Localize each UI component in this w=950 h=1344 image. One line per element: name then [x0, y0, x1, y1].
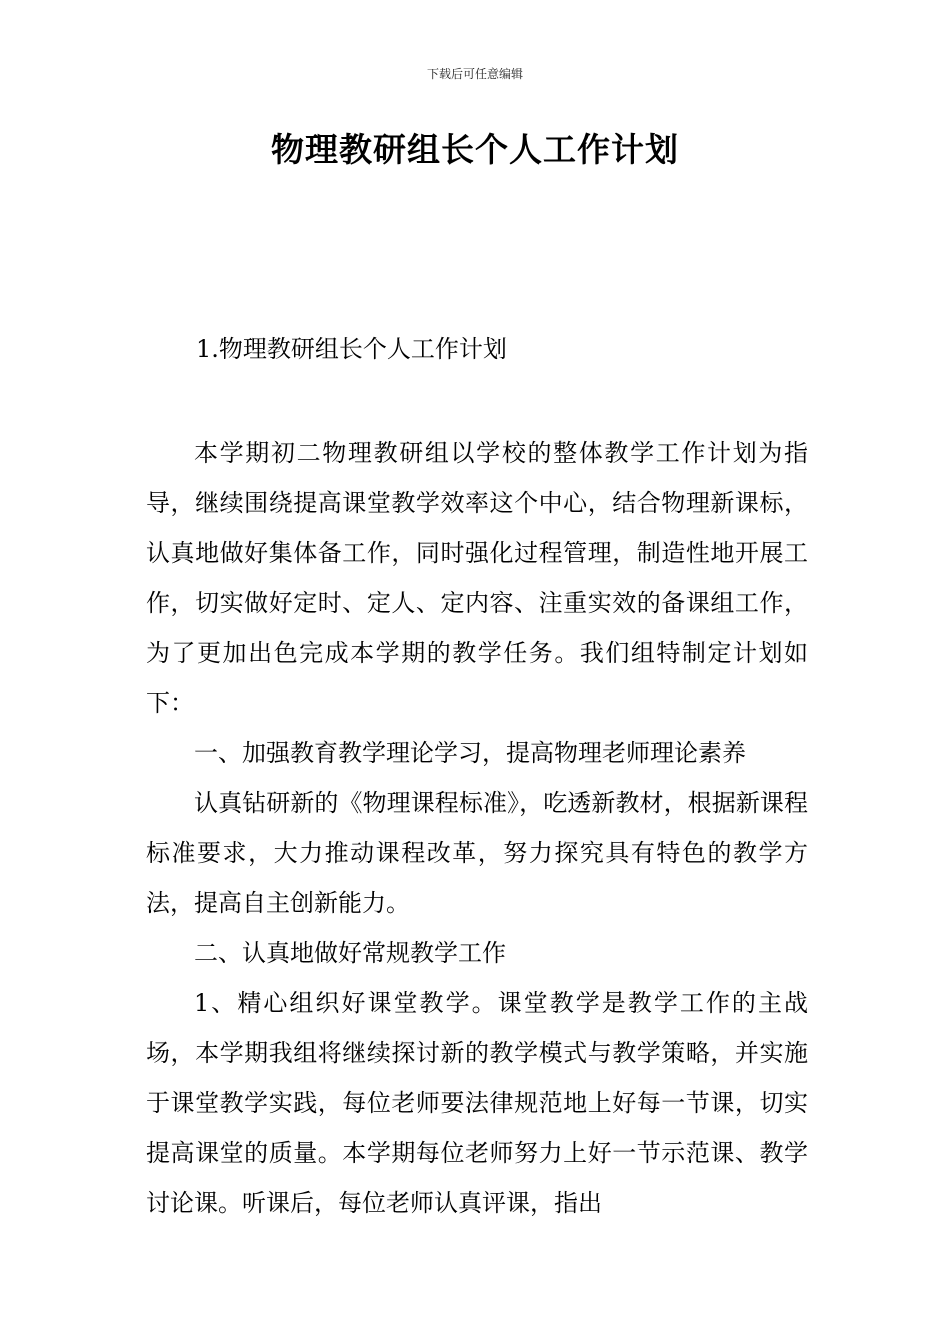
heading-section-two: 二、认真地做好常规教学工作 — [194, 939, 506, 967]
header-note: 下载后可任意编辑 — [426, 67, 523, 81]
heading-section-one: 一、加强教育教学理论学习，提高物理老师理论素养 — [194, 739, 746, 767]
paragraph-intro: 本学期初二物理教研组以学校的整体教学工作计划为指导，继续围绕提高课堂教学效率这个中心，结合物理新课标，认真地做好集体备工作，同时强化过程管理，制造性地开展工作，切实做好定时、定人、定内容、注重实效的备课组工作，为了更加出色完成本学期的教学任务。我们组特制定计划如下： — [146, 439, 808, 717]
paragraph-section-two: 1、精心组织好课堂教学。课堂教学是教学工作的主战场，本学期我组将继续探讨新的教学模式与教学策略，并实施于课堂教学实践，每位老师要法律规范地上好每一节课，切实提高课堂的质量。本学期每位老师努力上好一节示范课、教学讨论课。听课后，每位老师认真评课，指出 — [146, 989, 808, 1217]
document-body — [146, 428, 808, 1228]
document-title: 物理教研组长个人工作计划 — [271, 130, 679, 169]
paragraph-section-one: 认真钻研新的《物理课程标准》，吃透新教材，根据新课程标准要求，大力推动课程改革，努力探究具有特色的教学方法，提高自主创新能力。 — [146, 789, 808, 917]
section-subtitle: 1.物理教研组长个人工作计划 — [196, 335, 507, 363]
